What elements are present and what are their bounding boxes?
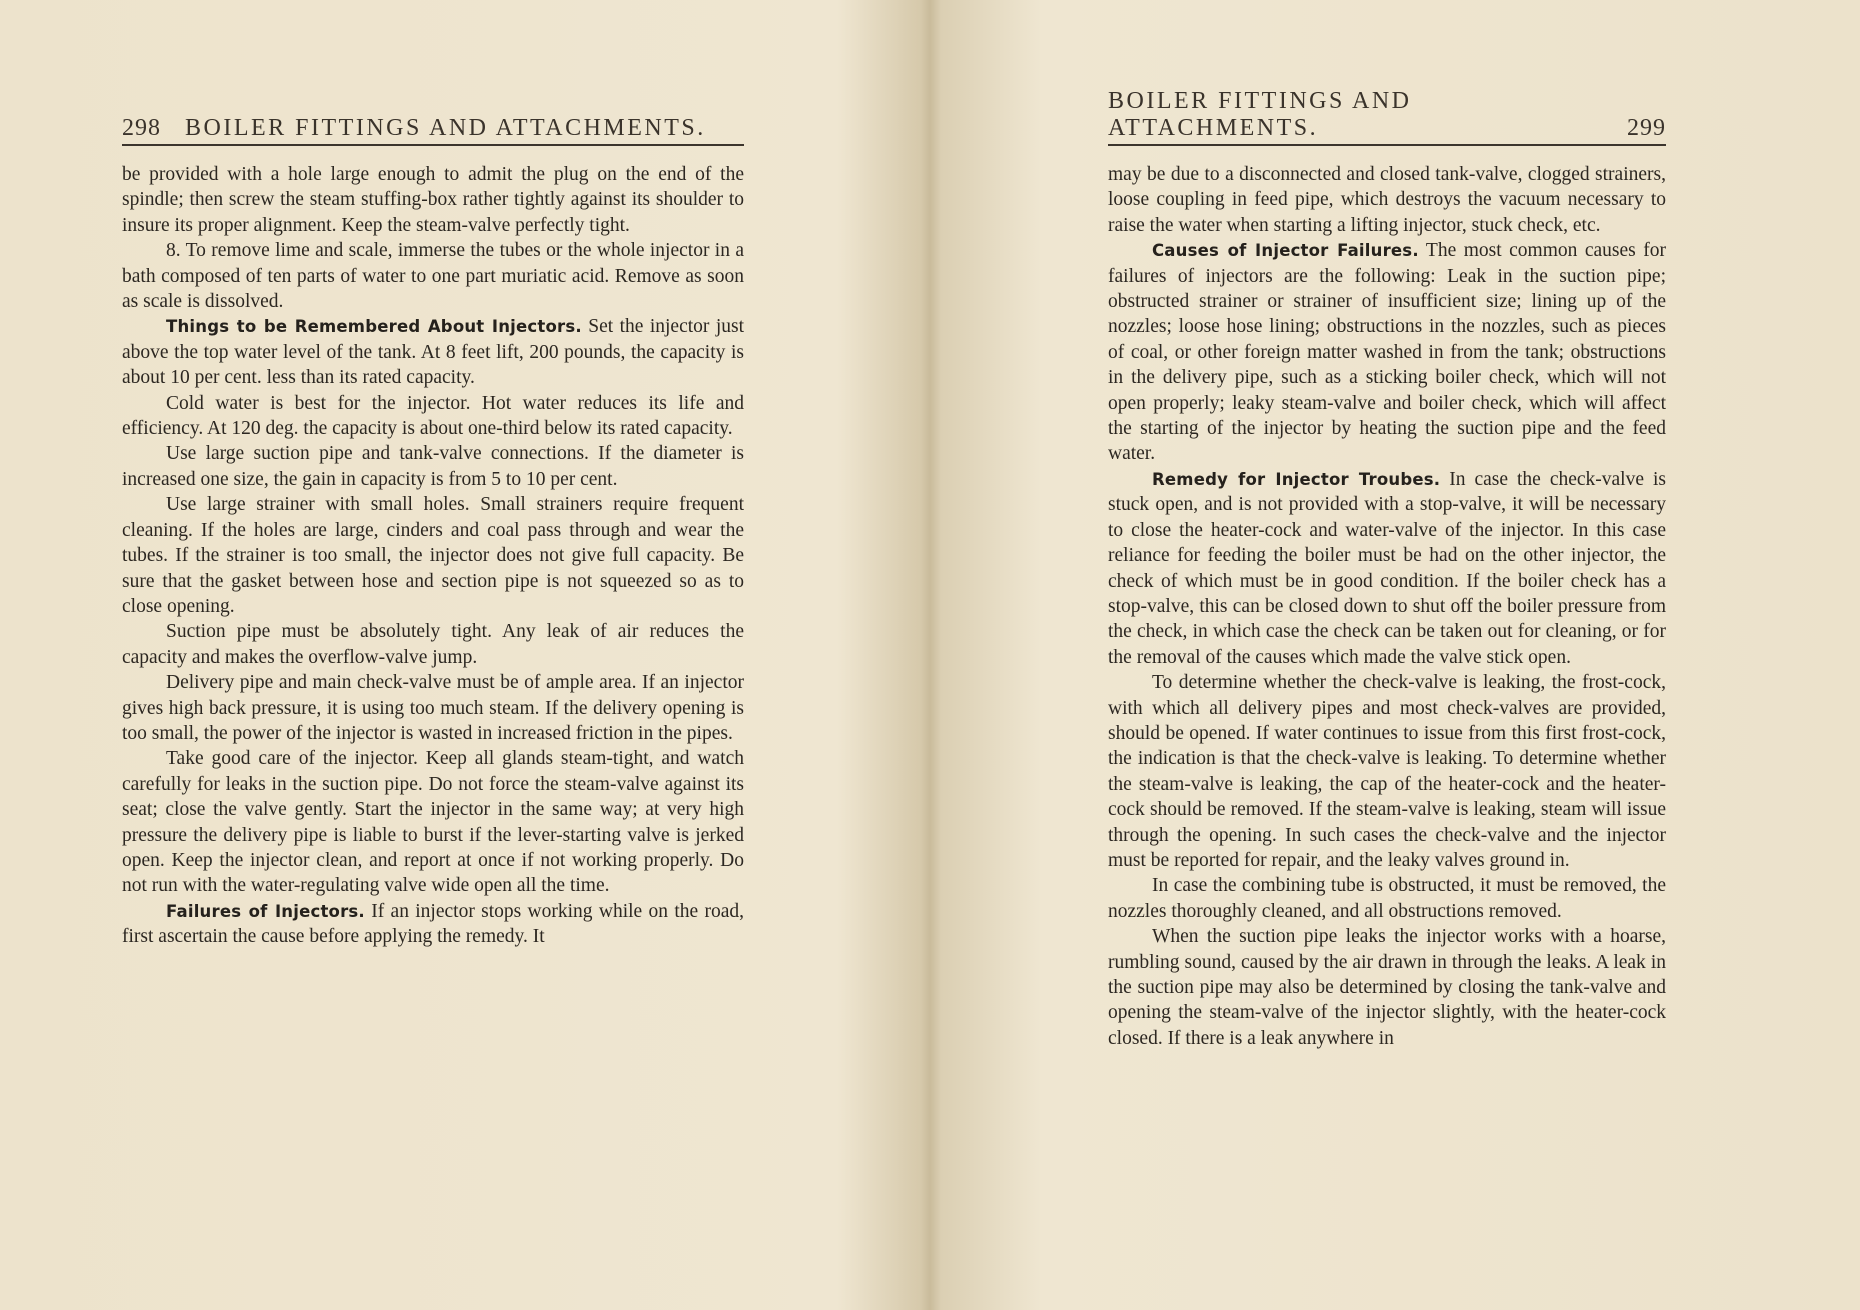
left-header-rule	[122, 144, 744, 146]
paragraph-text: Set the injector just above the top water level of the tank. At 8 feet lift, 200 pounds, the capacity is about 10 per cent. less than its rated capacity.	[122, 316, 744, 389]
right-page	[930, 0, 1860, 1310]
left-page-number: 298	[122, 115, 161, 141]
paragraph	[122, 746, 744, 898]
paragraph-text: may be due to a disconnected and closed tank-valve, clogged strainers, loose coupling in feed pipe, which destroys the vacuum necessary to raise the water when starting a lifting injector, stuck check, etc.	[1108, 164, 1666, 236]
right-running-head: BOILER FITTINGS AND ATTACHMENTS.	[1108, 88, 1412, 141]
paragraph	[122, 441, 744, 492]
paragraph	[1108, 924, 1666, 1051]
right-page-header	[1108, 88, 1666, 142]
right-page-body	[1108, 162, 1666, 1051]
paragraph	[122, 314, 744, 390]
paragraph-text: Delivery pipe and main check-valve must be of ample area. If an injector gives high back pressure, it is using too much steam. If the delivery opening is too small, the power of the injector is wasted in increased friction in the pipes.	[122, 672, 744, 744]
right-page-number: 299	[1627, 115, 1666, 141]
left-page-header	[122, 108, 744, 142]
paragraph-text: Cold water is best for the injector. Hot water reduces its life and efficiency. At 120 deg. the capacity is about one-third below its rated capacity.	[122, 392, 744, 440]
paragraph-text: be provided with a hole large enough to admit the plug on the end of the spindle; then screw the steam stuffing-box rather tightly against its shoulder to insure its proper alignment. Keep the steam-valve perfectly tight.	[122, 164, 744, 236]
paragraph	[122, 899, 744, 950]
paragraph-heading: Failures of Injectors.	[166, 901, 365, 921]
paragraph	[1108, 238, 1666, 467]
paragraph-heading: Things to be Remembered About Injectors.	[166, 317, 582, 337]
paragraph-text: Suction pipe must be absolutely tight. Any leak of air reduces the capacity and makes the overflow-valve jump.	[122, 621, 744, 668]
left-running-head: BOILER FITTINGS AND ATTACHMENTS.	[185, 115, 706, 141]
paragraph-text: If an injector stops working while on the road, first ascertain the cause before applying the remedy. It	[122, 900, 744, 948]
paragraph-text: The most common causes for failures of injectors are the following: Leak in the suction pipe; obstructed strainer or strainer of insufficient size; lining up of the nozzles; loose hose lining; obstructions in the nozzles, such as pieces of coal, or other foreign matter washed in from the tank; obstructions in the delivery pipe, such as a sticking boiler check, which will not open properly; leaky steam-valve and boiler check, which will affect the starting of the injector by heating the suction pipe and the feed water.	[1108, 240, 1666, 465]
paragraph	[122, 391, 744, 442]
paragraph	[122, 619, 744, 670]
paragraph-text: Take good care of the injector. Keep all glands steam-tight, and watch carefully for leaks in the suction pipe. Do not force the steam-valve against its seat; close the valve gently. Start the injector in the same way; at very high pressure the delivery pipe is liable to burst if the lever-starting valve is jerked open. Keep the injector clean, and report at once if not working properly. Do not run with the water-regulating valve wide open all the time.	[122, 748, 744, 897]
left-page-body	[122, 162, 744, 950]
paragraph-heading: Remedy for Injector Troubes.	[1152, 469, 1441, 489]
paragraph	[1108, 670, 1666, 873]
paragraph-text: Use large strainer with small holes. Small strainers require frequent cleaning. If the holes are large, cinders and coal pass through and wear the tubes. If the strainer is too small, the injector does not give full capacity. Be sure that the gasket between hose and section pipe is not squeezed so as to close opening.	[122, 494, 744, 617]
right-header-rule	[1108, 144, 1666, 146]
paragraph-text: 8. To remove lime and scale, immerse the tubes or the whole injector in a bath composed of ten parts of water to one part muriatic acid. Remove as soon as scale is dissolved.	[122, 240, 744, 313]
paragraph	[122, 238, 744, 314]
paragraph	[122, 670, 744, 746]
paragraph-text: Use large suction pipe and tank-valve connections. If the diameter is increased one size, the gain in capacity is from 5 to 10 per cent.	[122, 443, 744, 490]
paragraph	[1108, 467, 1666, 670]
paragraph	[1108, 162, 1666, 238]
paragraph-text: To determine whether the check-valve is leaking, the frost-cock, with which all delivery pipes and most check-valves are provided, should be opened. If water continues to issue from this first frost-cock, the indication is that the check-valve is leaking. To determine whether the steam-valve is leaking, the cap of the heater-cock and the heater-cock should be removed. If the steam-valve is leaking, steam will issue through the opening. In such cases the check-valve and the injector must be reported for repair, and the leaky valves ground in.	[1108, 672, 1666, 871]
paragraph-text: In case the check-valve is stuck open, and is not provided with a stop-valve, it will be necessary to close the heater-cock and water-valve of the injector. In this case reliance for feeding the boiler must be had on the other injector, the check of which must be in good condition. If the boiler check has a stop-valve, this can be closed down to shut off the boiler pressure from the check, in which case the check can be taken out for cleaning, or for the removal of the causes which made the valve stick open.	[1108, 468, 1666, 668]
paragraph-text: When the suction pipe leaks the injector works with a hoarse, rumbling sound, caused by the air drawn in through the leaks. A leak in the suction pipe may also be determined by closing the tank-valve and opening the steam-valve of the injector slightly, with the heater-cock closed. If there is a leak anywhere in	[1108, 926, 1666, 1049]
paragraph-heading: Causes of Injector Failures.	[1152, 241, 1419, 261]
paragraph	[1108, 873, 1666, 924]
paragraph-text: In case the combining tube is obstructed, it must be removed, the nozzles thoroughly cleaned, and all obstructions removed.	[1108, 875, 1666, 922]
paragraph	[122, 162, 744, 238]
paragraph	[122, 492, 744, 619]
